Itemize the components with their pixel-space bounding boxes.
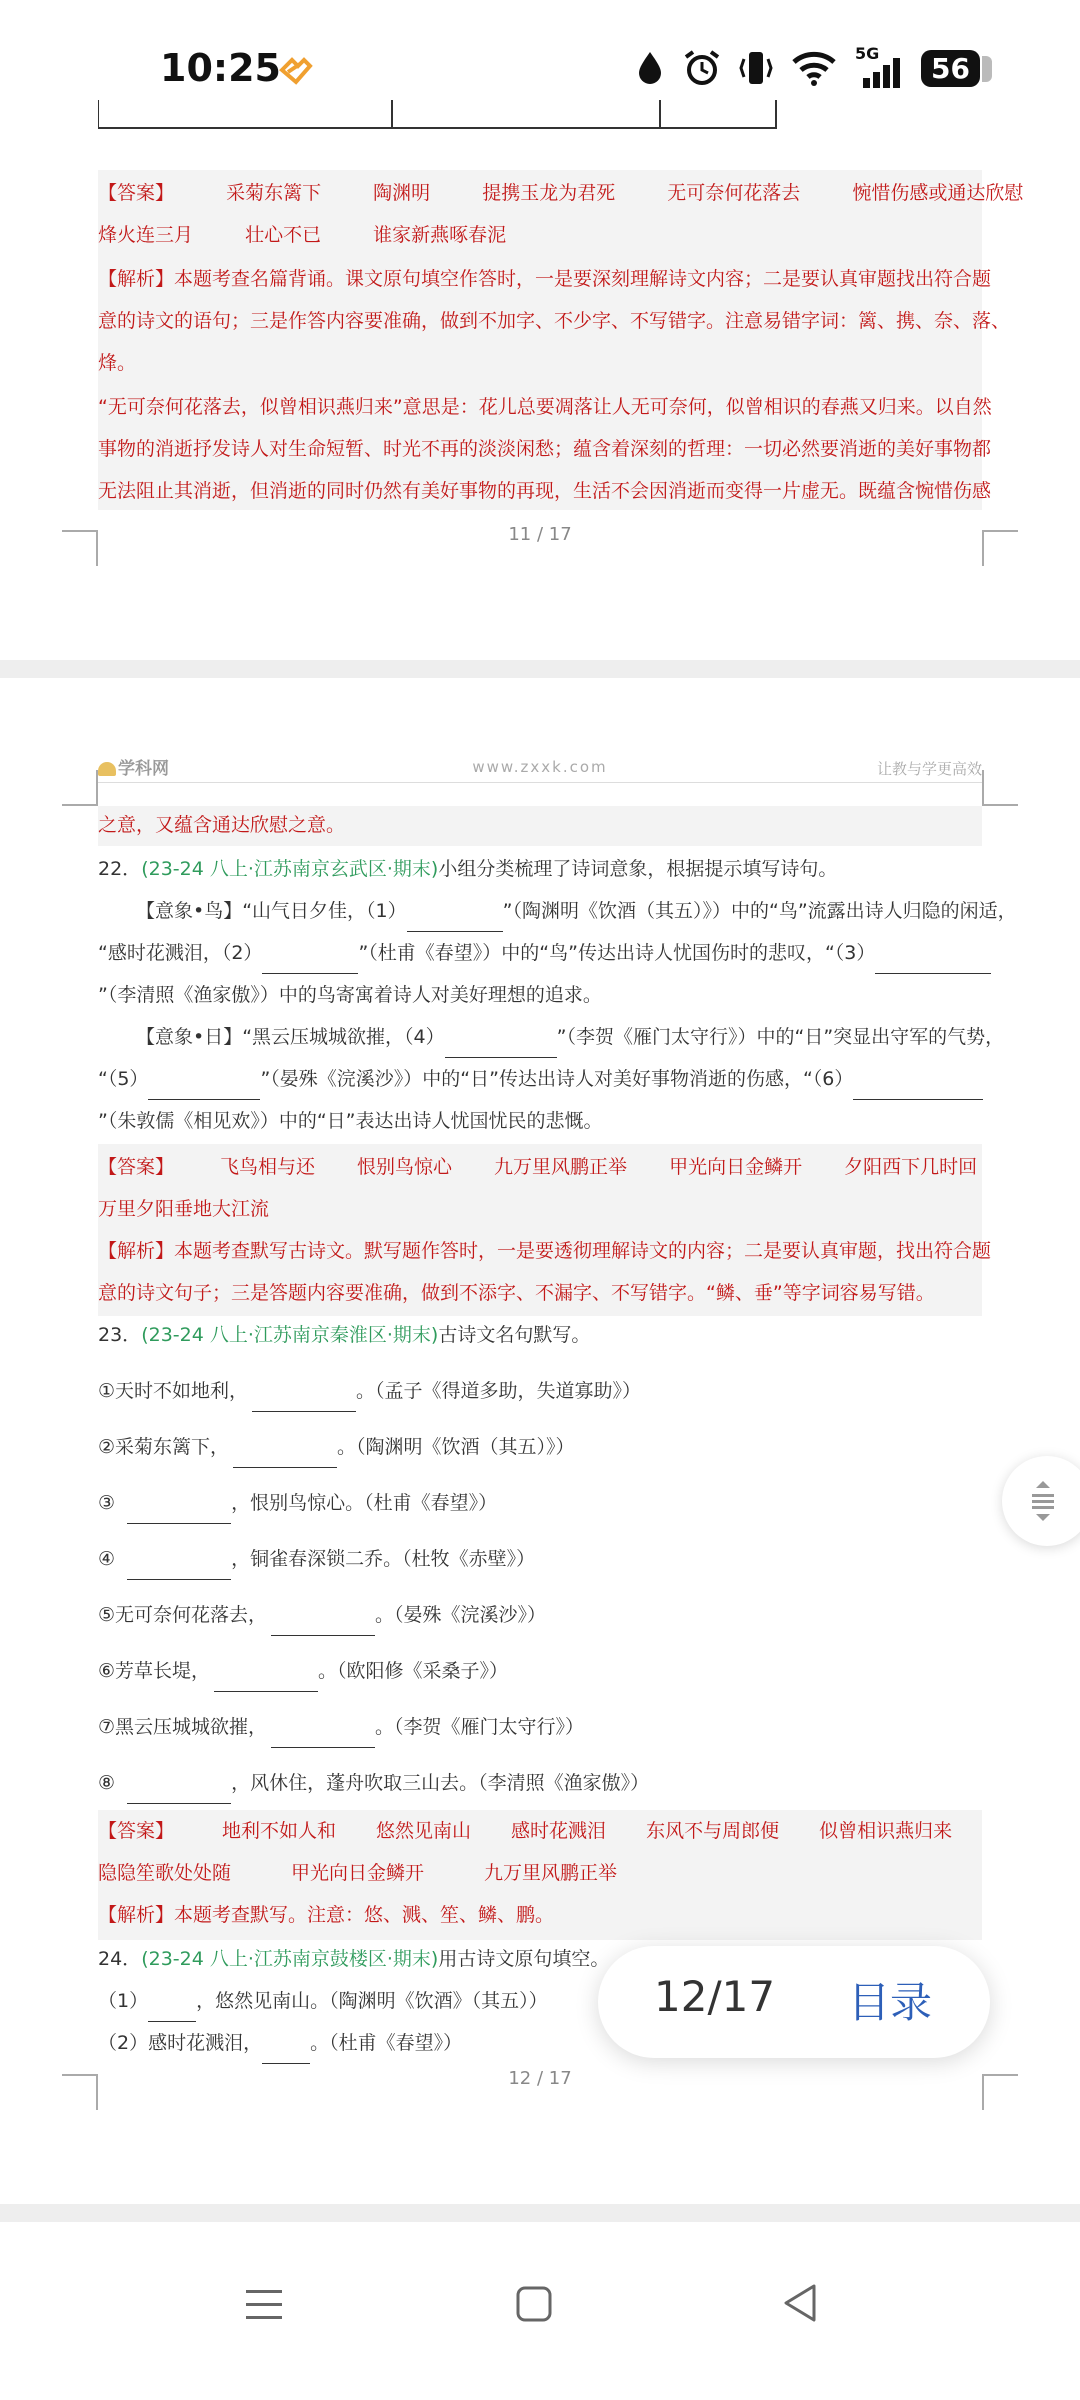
q23-item [98, 1426, 982, 1468]
answer-item: 似曾相识燕归来 [819, 1820, 953, 1842]
alarm-icon [683, 49, 721, 87]
wifi-icon [791, 50, 837, 86]
app-notification-icon [278, 56, 314, 86]
page-corner-mark [62, 2074, 98, 2110]
answer-blank [875, 949, 991, 974]
q23-item-text: ①天时不如地利， [98, 1380, 249, 1402]
analysis-line: 意的诗文句子；三是答题内容要准确，做到不添字、不漏字、不写错字。“鳞、垂”等字词容易写错。 [98, 1282, 935, 1304]
answer-blank [127, 1779, 231, 1804]
q22-line [136, 890, 1020, 932]
question-source: (23-24 八上·江苏南京玄武区·期末) [141, 858, 439, 880]
q23-item-text: ②采菊东篱下， [98, 1436, 230, 1458]
answer-label: 【答案】 [98, 182, 175, 204]
q24-text: （2）感时花溅泪， [98, 2032, 263, 2054]
answer-item: 甲光向日金鳞开 [291, 1862, 425, 1884]
q23-item-text: 。（李贺《雁门太守行》） [375, 1716, 585, 1738]
question-number: 23． [98, 1324, 142, 1346]
toc-button[interactable]: 目录 [848, 1978, 933, 2027]
menu-icon[interactable] [244, 2284, 284, 2324]
answer-line-2 [98, 214, 982, 256]
vibrate-icon [739, 49, 773, 87]
q22-text: 【意象•鸟】“山气日夕佳，（1） [136, 900, 407, 922]
answer-item: 九万里风鹏正举 [494, 1156, 628, 1178]
q24-text: 。（杜甫《春望》） [310, 2032, 463, 2054]
answer-item: 烽火连三月 [98, 224, 194, 246]
q23-item-text: ，风休住，蓬舟吹取三山去。（李清照《渔家傲》） [231, 1772, 650, 1794]
q22-line [136, 1016, 1020, 1058]
header-url: www.zxxk.com [472, 758, 608, 776]
q23-item-text: ③ [98, 1492, 122, 1514]
q23-item [98, 1370, 982, 1412]
q23-item-text: ⑦黑云压城城欲摧， [98, 1716, 268, 1738]
q22-text: ”（晏殊《浣溪沙》）中的“日”传达出诗人对美好事物消逝的伤感，“（6） [260, 1068, 854, 1090]
question-number: 22． [98, 858, 142, 880]
analysis-line: “无可奈何花落去，似曾相识燕归来”意思是：花儿总要凋落让人无可奈何，似曾相识的春燕又归来。以自然 [98, 396, 992, 418]
analysis-line: 【解析】本题考查默写。注意：悠、溅、笙、鳞、鹏。 [98, 1904, 555, 1926]
q22-text: “（5） [98, 1068, 149, 1090]
status-icons [635, 44, 980, 88]
scroll-handle-icon [1026, 1478, 1060, 1524]
home-icon[interactable] [514, 2284, 554, 2324]
q23-item-text: 。（晏殊《浣溪沙》） [375, 1604, 547, 1626]
page-indicator-pill [598, 1946, 990, 2058]
q23-item [98, 1594, 982, 1636]
answer-blank [445, 1033, 557, 1058]
answer-item: 壮心不已 [245, 224, 322, 246]
answer-item: 夕阳西下几时回 [844, 1156, 978, 1178]
page-corner-mark [982, 770, 1018, 806]
logo-text: 学科网 [118, 759, 169, 779]
analysis-line: 【解析】本题考查默写古诗文。默写题作答时，一是要透彻理解诗文的内容；二是要认真审题，找出符合题 [98, 1240, 992, 1262]
answer-item: 谁家新燕啄春泥 [373, 224, 507, 246]
question-22 [98, 848, 982, 890]
answer-item: 提携玉龙为君死 [482, 182, 616, 204]
page-corner-mark [982, 2074, 1018, 2110]
page-separator [0, 2204, 1080, 2222]
table-bottom-lines [98, 100, 778, 132]
answer-blank [148, 1997, 196, 2022]
answer-blank [853, 1075, 983, 1100]
q24-text: （1） [98, 1990, 149, 2012]
answer-item: 甲光向日金鳞开 [669, 1156, 803, 1178]
q22-text: 【意象•日】“黑云压城城欲摧，（4） [136, 1026, 445, 1048]
analysis-line: 意的诗文的语句；三是作答内容要准确，做到不加字、不少字、不写错字。注意易错字词：篱、携、奈、落、 [98, 310, 1011, 332]
q23-item-text: ，恨别鸟惊心。（杜甫《春望》） [231, 1492, 498, 1514]
cell-signal-icon [855, 44, 903, 88]
q22-line: ”（李清照《渔家傲》）中的鸟寄寓着诗人对美好理想的追求。 [98, 984, 602, 1006]
answer-blank [127, 1555, 231, 1580]
q22-answer-line [98, 1146, 982, 1188]
q22-text: “感时花溅泪，（2） [98, 942, 263, 964]
data-saver-icon [635, 50, 665, 86]
q23-item [98, 1482, 982, 1524]
continued-analysis: 之意，又蕴含通达欣慰之意。 [98, 814, 346, 836]
page-corner-mark [62, 770, 98, 806]
question-number: 24． [98, 1948, 142, 1970]
q23-item-text: ⑧ [98, 1772, 122, 1794]
analysis-line: 无法阻止其消逝，但消逝的同时仍然有美好事物的再现，生活不会因消逝而变得一片虚无。既蕴含惋惜伤感 [98, 480, 992, 502]
navigation-bar [0, 2230, 1080, 2400]
q22-answer-line: 万里夕阳垂地大江流 [98, 1198, 270, 1220]
q23-item [98, 1706, 982, 1748]
q23-answer-line [98, 1852, 982, 1894]
answer-blank [233, 1443, 337, 1468]
answer-label: 【答案】 [98, 1820, 175, 1842]
q23-item-text: ⑤无可奈何花落去， [98, 1604, 268, 1626]
answer-blank [271, 1611, 375, 1636]
header-slogan: 让教与学更高效 [876, 760, 982, 778]
answer-item: 地利不如人和 [222, 1820, 337, 1842]
answer-blank [271, 1723, 375, 1748]
answer-blank [262, 2039, 310, 2064]
answer-blank [148, 1075, 260, 1100]
header-rule [98, 782, 982, 783]
question-stem: 古诗文名句默写。 [438, 1324, 591, 1346]
q23-item-text: ⑥芳草长堤， [98, 1660, 211, 1682]
answer-item: 九万里风鹏正举 [484, 1862, 618, 1884]
analysis-line: 烽。 [98, 352, 137, 374]
page-number: 12 / 17 [508, 2068, 572, 2089]
q22-line [98, 1058, 982, 1100]
answer-item: 隐隐笙歌处处随 [98, 1862, 232, 1884]
q23-item-text: 。（孟子《得道多助，失道寡助》） [356, 1380, 642, 1402]
q23-item [98, 1762, 982, 1804]
q23-answer-line [98, 1810, 982, 1852]
q24-text: ，悠然见南山。（陶渊明《饮酒》（其五）） [196, 1990, 548, 2012]
question-stem: 小组分类梳理了诗词意象，根据提示填写诗句。 [438, 858, 838, 880]
answer-blank [252, 1387, 356, 1412]
question-23 [98, 1314, 982, 1356]
analysis-line: 【解析】本题考查名篇背诵。课文原句填空作答时，一是要深刻理解诗文内容；二是要认真审题找出符合题 [98, 268, 992, 290]
page-indicator: 12/17 [654, 1972, 776, 2021]
page-number: 11 / 17 [508, 524, 572, 545]
back-icon[interactable] [780, 2282, 820, 2324]
q22-text: ”（陶渊明《饮酒（其五）》）中的“鸟”流露出诗人归隐的闲适， [502, 900, 1017, 922]
answer-blank [262, 949, 358, 974]
answer-item: 飞鸟相与还 [220, 1156, 316, 1178]
analysis-line: 事物的消逝抒发诗人对生命短暂、时光不再的淡淡闲愁；蕴含着深刻的哲理：一切必然要消逝的美好事物都 [98, 438, 992, 460]
q23-item-text: 。（陶渊明《饮酒（其五）》） [337, 1436, 575, 1458]
q22-line [98, 932, 982, 974]
answer-line-1 [98, 172, 1024, 214]
answer-item: 东风不与周郎便 [646, 1820, 780, 1842]
q22-text: ”（李贺《雁门太守行》）中的“日”突显出守军的气势， [556, 1026, 1005, 1048]
answer-item: 悠然见南山 [376, 1820, 472, 1842]
answer-item: 感时花溅泪 [511, 1820, 607, 1842]
status-time: 10:25 [160, 46, 281, 90]
answer-item: 采菊东篱下 [226, 182, 322, 204]
q22-text: ”（杜甫《春望》）中的“鸟”传达出诗人忧国伤时的悲叹，“（3） [358, 942, 876, 964]
answer-item: 惋惜伤感或通达欣慰 [852, 182, 1024, 204]
answer-item: 恨别鸟惊心 [357, 1156, 453, 1178]
q23-item [98, 1650, 982, 1692]
answer-label: 【答案】 [98, 1156, 175, 1178]
battery-indicator: 56 [921, 50, 980, 87]
answer-item: 无可奈何花落去 [667, 182, 801, 204]
q23-item-text: 。（欧阳修《采桑子》） [318, 1660, 509, 1682]
page-separator [0, 660, 1080, 678]
q23-item [98, 1538, 982, 1580]
answer-blank [407, 907, 503, 932]
answer-item: 陶渊明 [373, 182, 431, 204]
network-type: 5G [855, 44, 880, 63]
question-source: (23-24 八上·江苏南京鼓楼区·期末) [141, 1948, 439, 1970]
q23-item-text: ，铜雀春深锁二乔。（杜牧《赤壁》） [231, 1548, 536, 1570]
q23-item-text: ④ [98, 1548, 122, 1570]
question-stem: 用古诗文原句填空。 [438, 1948, 610, 1970]
q22-line: ”（朱敦儒《相见欢》）中的“日”表达出诗人忧国忧民的悲慨。 [98, 1110, 603, 1132]
answer-blank [214, 1667, 318, 1692]
answer-blank [127, 1499, 231, 1524]
question-source: (23-24 八上·江苏南京秦淮区·期末) [141, 1324, 439, 1346]
